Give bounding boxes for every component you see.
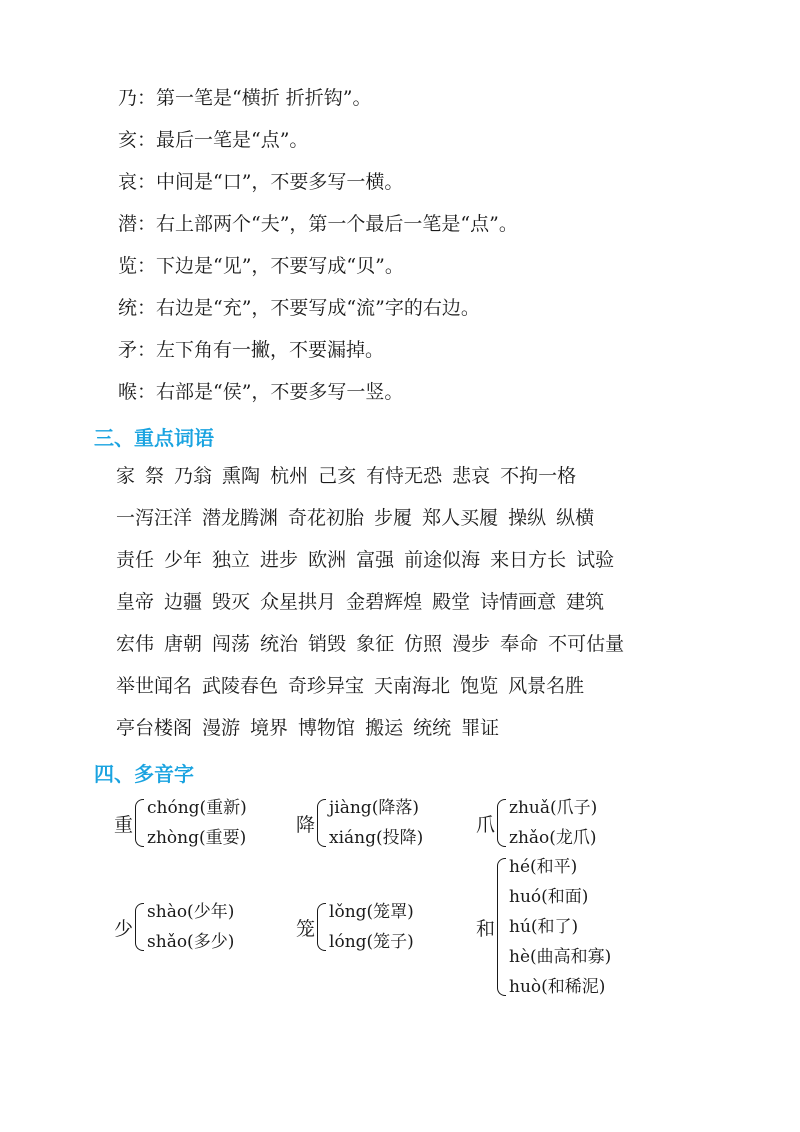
key-word: 试验 — [576, 549, 615, 571]
writing-note-hai: 亥：最后一笔是“点”。 — [118, 129, 309, 151]
reading: shǎo(多少) — [147, 932, 235, 952]
polyphonic-group-shao — [114, 897, 234, 957]
key-word: 乃翁 — [174, 465, 213, 487]
writing-note-tong: 统：右边是“充”，不要写成“流”字的右边。 — [118, 297, 480, 319]
key-words-row — [116, 464, 586, 488]
reading: shào(少年) — [147, 902, 235, 922]
key-word: 少年 — [164, 549, 203, 571]
key-word: 纵横 — [556, 507, 595, 529]
reading: xiáng(投降) — [329, 828, 424, 848]
key-word: 边疆 — [164, 591, 203, 613]
polyphonic-char: 少 — [114, 917, 134, 940]
writing-note-lan: 览：下边是“见”，不要写成“贝”。 — [118, 255, 404, 277]
key-word: 责任 — [116, 549, 155, 571]
key-word: 前途似海 — [404, 549, 481, 571]
key-word: 皇帝 — [116, 591, 155, 613]
key-word: 举世闻名 — [116, 675, 193, 697]
reading: huò(和稀泥) — [509, 977, 606, 997]
key-word: 郑人买履 — [422, 507, 499, 529]
brace-shape — [317, 903, 326, 951]
reading: zhòng(重要) — [147, 828, 247, 848]
key-words-row — [116, 590, 614, 614]
key-word: 罪证 — [461, 717, 500, 739]
key-word: 不拘一格 — [500, 465, 577, 487]
key-word: 步履 — [374, 507, 413, 529]
key-word: 祭 — [145, 465, 165, 487]
key-word: 诗情画意 — [480, 591, 557, 613]
reading: lǒng(笼罩) — [329, 902, 414, 922]
key-word: 境界 — [250, 717, 289, 739]
key-word: 统统 — [413, 717, 452, 739]
key-word: 欧洲 — [308, 549, 347, 571]
polyphonic-group-he — [476, 852, 611, 1002]
writing-note-ai: 哀：中间是“口”，不要多写一横。 — [118, 171, 404, 193]
key-word: 搬运 — [365, 717, 404, 739]
key-word: 来日方长 — [490, 549, 567, 571]
key-word: 家 — [116, 465, 136, 487]
key-word: 亭台楼阁 — [116, 717, 193, 739]
brace-shape — [497, 858, 506, 996]
key-word: 销毁 — [308, 633, 347, 655]
key-word: 己亥 — [318, 465, 357, 487]
key-word: 饱览 — [460, 675, 499, 697]
key-word: 天南海北 — [374, 675, 451, 697]
key-word: 漫步 — [452, 633, 491, 655]
key-word: 潜龙腾渊 — [202, 507, 279, 529]
key-word: 仿照 — [404, 633, 443, 655]
reading: jiàng(降落) — [329, 798, 419, 818]
reading: chóng(重新) — [147, 798, 247, 818]
polyphonic-char: 爪 — [476, 813, 496, 836]
key-word: 富强 — [356, 549, 395, 571]
key-words-row — [116, 548, 624, 572]
polyphonic-char: 降 — [296, 813, 316, 836]
key-word: 杭州 — [270, 465, 309, 487]
key-word: 操纵 — [508, 507, 547, 529]
reading: zhǎo(龙爪) — [509, 828, 597, 848]
key-word: 博物馆 — [298, 717, 356, 739]
key-word: 闯荡 — [212, 633, 251, 655]
key-word: 统治 — [260, 633, 299, 655]
polyphonic-group-zhong — [114, 793, 247, 853]
key-word: 风景名胜 — [508, 675, 585, 697]
key-words-row — [116, 674, 594, 698]
key-word: 象征 — [356, 633, 395, 655]
reading: hú(和了) — [509, 917, 579, 937]
reading: zhuǎ(爪子) — [509, 798, 598, 818]
polyphonic-group-zhua — [476, 793, 597, 853]
polyphonic-char: 和 — [476, 917, 496, 940]
polyphonic-char: 重 — [114, 813, 134, 836]
writing-note-mao: 矛：左下角有一撇，不要漏掉。 — [118, 339, 385, 361]
reading: lóng(笼子) — [329, 932, 414, 952]
key-word: 奇花初胎 — [288, 507, 365, 529]
key-word: 有恃无恐 — [366, 465, 443, 487]
reading: hé(和平) — [509, 857, 578, 877]
polyphonic-group-long — [296, 897, 414, 957]
key-word: 建筑 — [566, 591, 605, 613]
key-word: 毁灭 — [212, 591, 251, 613]
brace-shape — [317, 799, 326, 847]
brace-shape — [135, 799, 144, 847]
key-word: 漫游 — [202, 717, 241, 739]
key-word: 殿堂 — [432, 591, 471, 613]
key-word: 悲哀 — [452, 465, 491, 487]
key-word: 金碧辉煌 — [346, 591, 423, 613]
writing-note-nai: 乃：第一笔是“横折 折折钩”。 — [118, 87, 372, 109]
polyphonic-char: 笼 — [296, 917, 316, 940]
key-word: 熏陶 — [222, 465, 261, 487]
brace-shape — [135, 903, 144, 951]
brace-shape — [497, 799, 506, 847]
key-word: 众星拱月 — [260, 591, 337, 613]
key-words-row — [116, 506, 604, 530]
key-word: 宏伟 — [116, 633, 155, 655]
key-word: 唐朝 — [164, 633, 203, 655]
key-word: 武陵春色 — [202, 675, 279, 697]
section-heading-key-words: 三、重点词语 — [94, 426, 214, 450]
reading: hè(曲高和寡) — [509, 947, 612, 967]
key-word: 奇珍异宝 — [288, 675, 365, 697]
polyphonic-group-jiang — [296, 793, 423, 853]
key-word: 奉命 — [500, 633, 539, 655]
key-word: 进步 — [260, 549, 299, 571]
key-word: 独立 — [212, 549, 251, 571]
key-words-row — [116, 632, 634, 656]
key-words-row — [116, 716, 509, 740]
reading: huó(和面) — [509, 887, 589, 907]
writing-note-qian: 潜：右上部两个“夫”，第一个最后一笔是“点”。 — [118, 213, 518, 235]
section-heading-polyphonic: 四、多音字 — [94, 762, 194, 786]
writing-note-hou: 喉：右部是“侯”，不要多写一竖。 — [118, 381, 404, 403]
key-word: 一泻汪洋 — [116, 507, 193, 529]
key-word: 不可估量 — [548, 633, 625, 655]
